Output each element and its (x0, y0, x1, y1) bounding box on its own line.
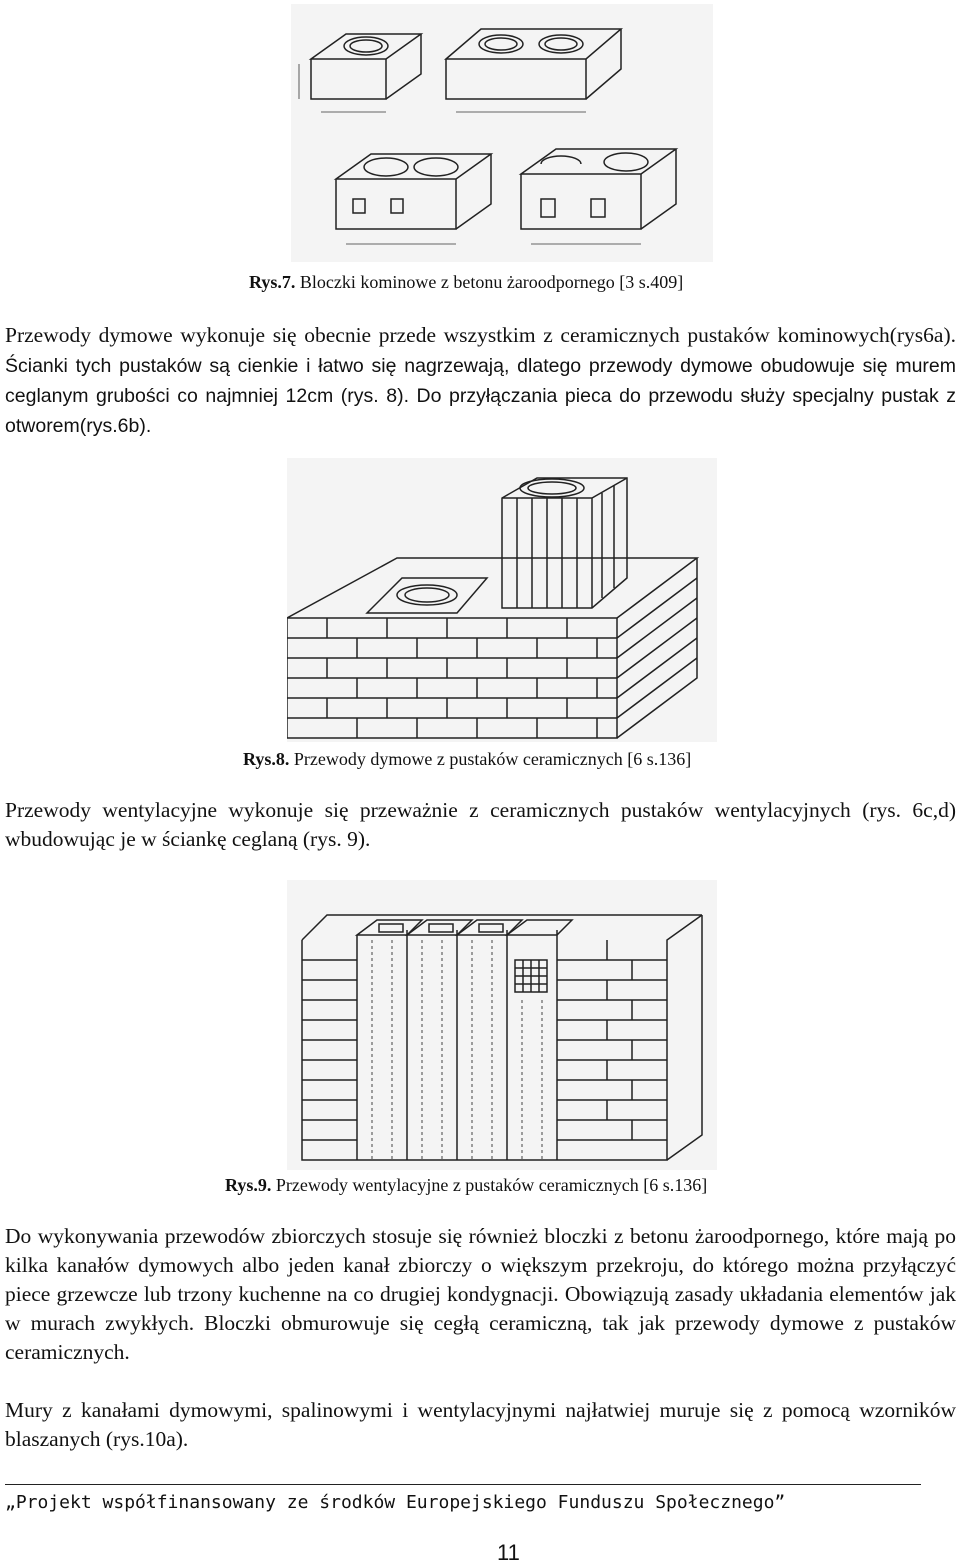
smoke-ducts-drawing (287, 458, 717, 742)
paragraph-ventilation-ducts (5, 796, 956, 854)
caption-rys9-label: Rys.9. (225, 1175, 272, 1195)
caption-rys9-text: Przewody wentylacyjne z pustaków ceramicznych [6 s.136] (271, 1175, 708, 1195)
chimney-blocks-drawing (291, 4, 713, 262)
caption-rys7-label: Rys.7. (249, 272, 296, 292)
paragraph-templates-text: Mury z kanałami dymowymi, spalinowymi i wentylacyjnymi najłatwiej muruje się z pomocą wzorników blaszanych (rys.10a). (5, 1398, 956, 1451)
caption-rys8-label: Rys.8. (243, 749, 290, 769)
paragraph-smoke-ducts (5, 321, 956, 441)
ventilation-ducts-drawing (287, 880, 717, 1170)
caption-rys9 (225, 1174, 707, 1196)
page-number: 11 (497, 1540, 520, 1565)
caption-rys8-text: Przewody dymowe z pustaków ceramicznych [6 s.136] (289, 749, 692, 769)
paragraph-smoke-ducts-serif: Przewody dymowe wykonuje się obecnie przede wszystkim z ceramicznych pustaków kominowych(rys6a). (5, 323, 956, 347)
paragraph-collective-ducts-text: Do wykonywania przewodów zbiorczych stosuje się również bloczki z betonu żaroodpornego, które mają po kilka kanałów dymowych albo jeden kanał zbiorczy o większym przekroju, do którego można przyłączyć piece grzewcze lub trzony kuchenne na co drugiej kondygnacji. Obowiązują zasady układania elementów jak w murach zwykłych. Bloczki obmurowuje się cegłą ceramiczną, tak jak przewody dymowe z pustaków ceramicznych. (5, 1224, 956, 1364)
caption-rys7-text: Bloczki kominowe z betonu żaroodpornego [3 s.409] (295, 272, 684, 292)
footer-divider (5, 1484, 921, 1485)
paragraph-templates (5, 1396, 956, 1454)
figure-rys9 (287, 880, 717, 1170)
figure-rys7 (291, 4, 713, 262)
paragraph-ventilation-ducts-text: Przewody wentylacyjne wykonuje się przeważnie z ceramicznych pustaków wentylacyjnych (rys. 6c,d) wbudowując je w ściankę ceglaną (rys. 9). (5, 798, 956, 851)
paragraph-smoke-ducts-sans: Ścianki tych pustaków są cienkie i łatwo się nagrzewają, dlatego przewody dymowe obudowuje się murem ceglanym grubości co najmniej 12cm (rys. 8). Do przyłączania pieca do przewodu służy specjalny pustak z otworem(rys.6b). (5, 355, 956, 437)
paragraph-collective-ducts (5, 1222, 956, 1367)
footer-funding-note: „Projekt współfinansowany ze środków Europejskiego Funduszu Społecznego” (5, 1492, 786, 1513)
figure-rys8 (287, 458, 717, 742)
caption-rys7 (249, 271, 683, 293)
caption-rys8 (243, 748, 691, 770)
